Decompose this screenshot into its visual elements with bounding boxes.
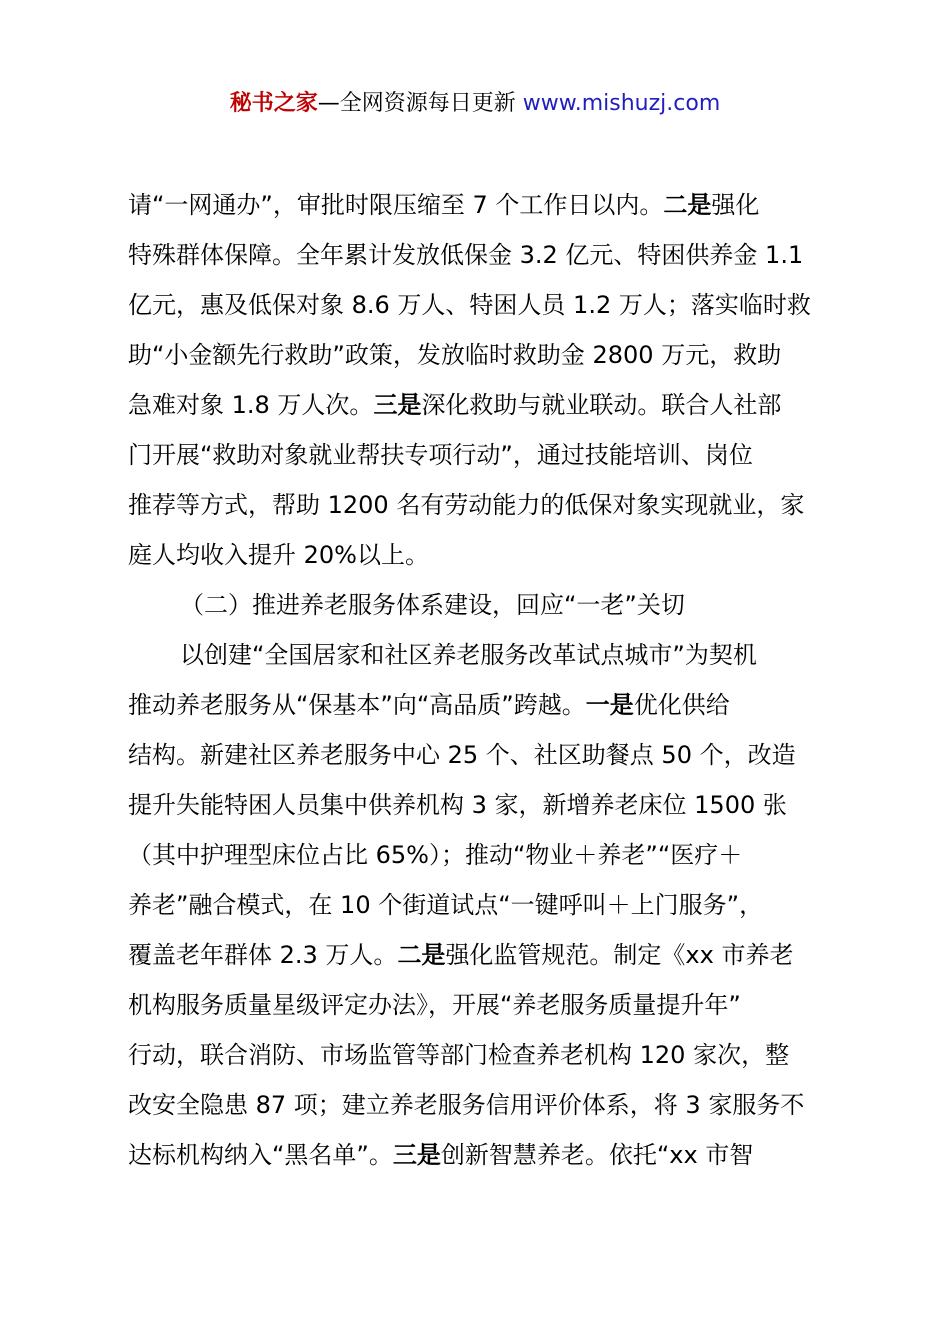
bold-marker: 一是 [585, 691, 634, 719]
text-segment: 行动，联合消防、市场监管等部门检查养老机构 120 家次，整 [128, 1041, 790, 1069]
text-line [128, 330, 832, 380]
text-line [128, 280, 832, 330]
text-segment: 优化供给 [633, 691, 730, 719]
text-line [128, 830, 832, 880]
text-segment: 提升失能特困人员集中供养机构 3 家，新增养老床位 1500 张 [128, 791, 787, 819]
text-segment: 急难对象 1.8 万人次。 [128, 391, 374, 419]
text-line [128, 780, 832, 830]
page-header [0, 88, 950, 120]
text-line [128, 1080, 832, 1130]
text-line [128, 1130, 832, 1180]
text-segment: 亿元，惠及低保对象 8.6 万人、特困人员 1.2 万人；落实临时救 [128, 291, 811, 319]
text-line [128, 980, 832, 1030]
text-segment: 机构服务质量星级评定办法》，开展“养老服务质量提升年” [128, 991, 741, 1019]
text-segment: 庭人均收入提升 20%以上。 [128, 541, 429, 569]
text-segment: 达标机构纳入“黑名单”。 [128, 1141, 393, 1169]
text-segment: （二）推进养老服务体系建设，回应“一老”关切 [180, 591, 685, 619]
text-segment: 推荐等方式，帮助 1200 名有劳动能力的低保对象实现就业，家 [128, 491, 805, 519]
text-segment: 深化救助与就业联动。联合人社部 [421, 391, 782, 419]
text-line [128, 730, 832, 780]
bold-marker: 三是 [392, 1141, 441, 1169]
text-line [128, 480, 832, 530]
text-segment: 强化监管规范。制定《xx 市养老 [445, 941, 794, 969]
brand-name: 秘书之家 [229, 91, 318, 116]
text-line [128, 380, 832, 430]
document-body [128, 180, 832, 1180]
text-segment: 请“一网通办”，审批时限压缩至 7 个工作日以内。 [128, 191, 664, 219]
text-line [128, 430, 832, 480]
text-segment: 覆盖老年群体 2.3 万人。 [128, 941, 398, 969]
text-line [128, 1030, 832, 1080]
text-line [128, 930, 832, 980]
text-segment: 强化 [711, 191, 760, 219]
text-line [128, 880, 832, 930]
text-segment: 结构。新建社区养老服务中心 25 个、社区助餐点 50 个，改造 [128, 741, 796, 769]
text-segment: 特殊群体保障。全年累计发放低保金 3.2 亿元、特困供养金 1.1 [128, 241, 804, 269]
text-line [128, 530, 832, 580]
text-line [128, 230, 832, 280]
text-segment: （其中护理型床位占比 65%）；推动“物业＋养老”“医疗＋ [128, 841, 743, 869]
text-line [128, 630, 832, 680]
text-segment: 创新智慧养老。依托“xx 市智 [440, 1141, 754, 1169]
text-segment: 门开展“救助对象就业帮扶专项行动”，通过技能培训、岗位 [128, 441, 753, 469]
text-segment: 改安全隐患 87 项；建立养老服务信用评价体系，将 3 家服务不 [128, 1091, 805, 1119]
text-segment: 以创建“全国居家和社区养老服务改革试点城市”为契机 [180, 641, 757, 669]
text-segment: 推动养老服务从“保基本”向“高品质”跨越。 [128, 691, 586, 719]
text-segment: 养老”融合模式，在 10 个街道试点“一键呼叫＋上门服务”， [128, 891, 764, 919]
bold-marker: 二是 [663, 191, 712, 219]
bold-marker: 三是 [373, 391, 422, 419]
site-url[interactable]: www.mishuzj.com [522, 91, 721, 116]
bold-marker: 二是 [397, 941, 446, 969]
text-line [128, 180, 832, 230]
text-line [128, 580, 832, 630]
text-segment: 助“小金额先行救助”政策，发放临时救助金 2800 万元，救助 [128, 341, 782, 369]
text-line [128, 680, 832, 730]
header-tagline: —全网资源每日更新 [317, 91, 523, 116]
